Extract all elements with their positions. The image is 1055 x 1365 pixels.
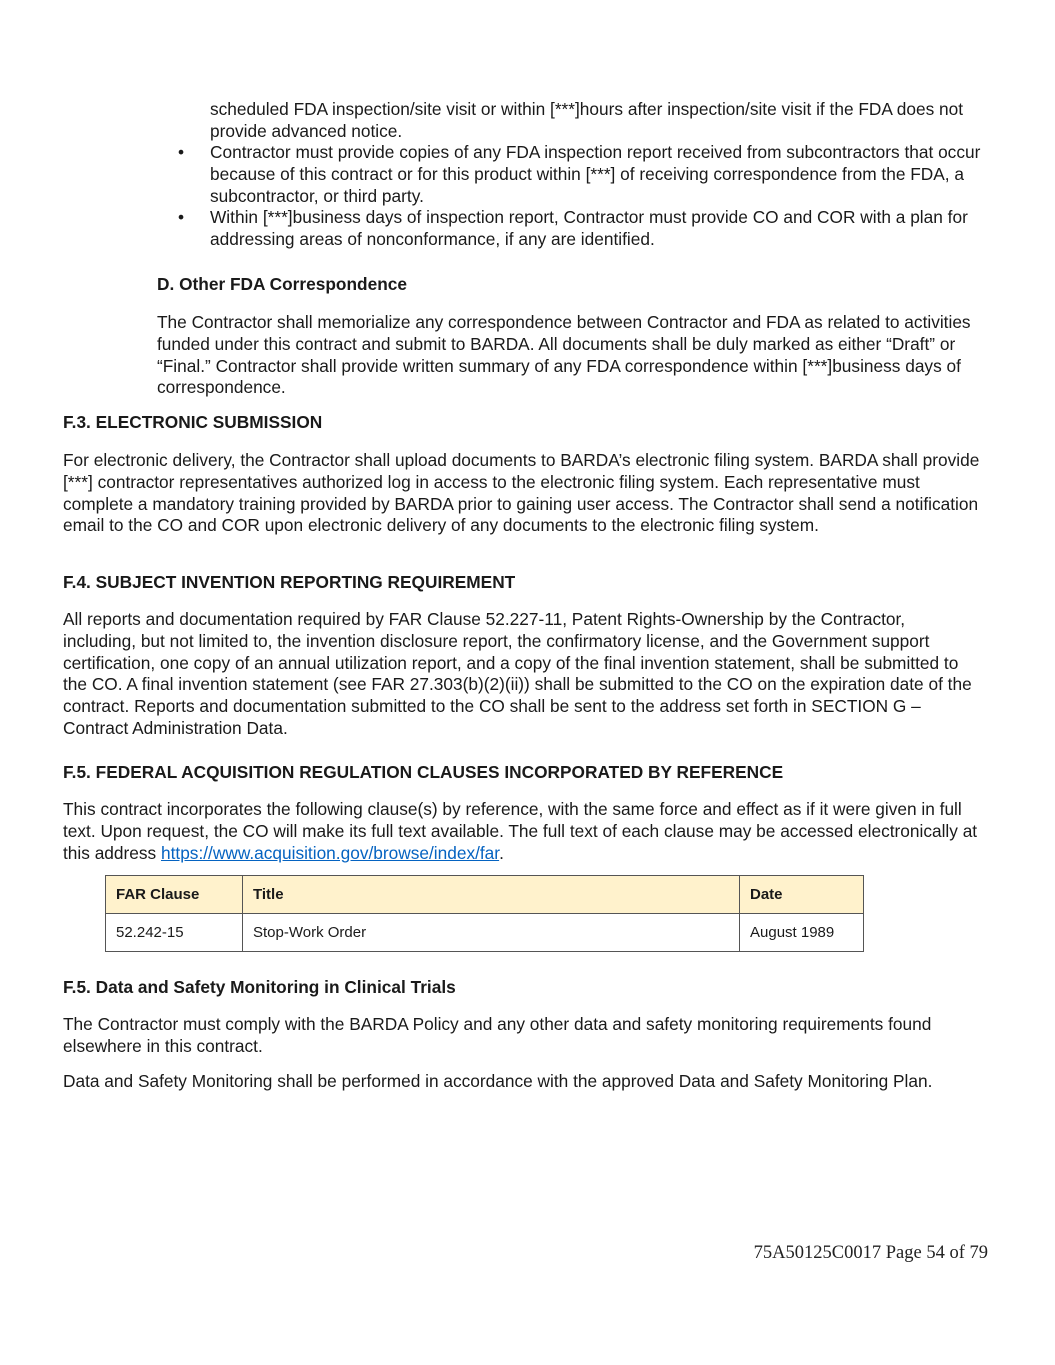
bullet-icon: • <box>178 142 185 162</box>
col-header-date: Date <box>740 876 864 914</box>
page-footer: 75A50125C0017 Page 54 of 79 <box>753 1243 988 1263</box>
section-d-body: The Contractor shall memorialize any correspondence between Contractor and FDA as related to activities funded under this contract and submit to BARDA. All documents shall be duly marked as either “Draft” or “Final.” Contractor shall provide written summary of any FDA correspondence within [***]business days of correspondence. <box>157 312 971 398</box>
section-f5-text-end: . <box>499 842 504 863</box>
section-f5b-body-2: Data and Safety Monitoring shall be performed in accordance with the approved Data and Safety Monitoring Plan. <box>63 1071 933 1091</box>
section-f3-heading: F.3. ELECTRONIC SUBMISSION <box>63 412 323 432</box>
list-item <box>178 142 998 207</box>
section-d-heading: D. Other FDA Correspondence <box>157 274 407 294</box>
col-header-title: Title <box>243 876 740 914</box>
table-row <box>106 914 864 952</box>
section-f5-body <box>63 799 978 864</box>
bullet-text: Within [***]business days of inspection report, Contractor must provide CO and COR with a plan for addressing areas of nonconformance, if any are identified. <box>210 207 968 250</box>
table-header-row <box>106 876 864 914</box>
cell-title: Stop-Work Order <box>243 914 740 952</box>
far-clause-table <box>105 875 864 952</box>
bullet-list <box>178 142 998 251</box>
list-item <box>178 207 998 251</box>
section-f4-body: All reports and documentation required by FAR Clause 52.227-11, Patent Rights-Ownership by the Contractor, including, but not limited to, the invention disclosure report, the confirmatory license, and the Government support certification, one copy of an annual utilization report, and a copy of the final invention statement, shall be submitted to the CO. A final invention statement (see FAR 27.303(b)(2)(ii)) shall be submitted to the CO on the expiration date of the contract. Reports and documentation submitted to the CO shall be sent to the address set forth in SECTION G –Contract Administration Data. <box>63 609 972 738</box>
cell-date: August 1989 <box>740 914 864 952</box>
section-f4-heading: F.4. SUBJECT INVENTION REPORTING REQUIREMENT <box>63 572 516 592</box>
section-f3-body: For electronic delivery, the Contractor shall upload documents to BARDA’s electronic filing system. BARDA shall provide [***] contractor representatives authorized log in access to the electronic filing system. Each representative must complete a mandatory training provided by BARDA prior to gaining user access. The Contractor shall send a notification email to the CO and COR upon electronic delivery of any documents to the electronic filing system. <box>63 450 980 536</box>
section-f5b-heading: F.5. Data and Safety Monitoring in Clinical Trials <box>63 977 456 997</box>
bullet-icon: • <box>178 207 185 228</box>
section-f5b-body-1: The Contractor must comply with the BARDA Policy and any other data and safety monitoring requirements found elsewhere in this contract. <box>63 1014 932 1056</box>
section-f5-heading: F.5. FEDERAL ACQUISITION REGULATION CLAUSES INCORPORATED BY REFERENCE <box>63 762 784 782</box>
bullet-text: Contractor must provide copies of any FDA inspection report received from subcontractors that occur because of this contract or for this product within [***] of receiving correspondence from the FDA, a subcontractor, or third party. <box>210 142 981 206</box>
far-link[interactable]: https://www.acquisition.gov/browse/index/far <box>160 842 500 863</box>
col-header-far-clause: FAR Clause <box>106 876 243 914</box>
cell-far-clause: 52.242-15 <box>106 914 243 952</box>
section-f5-text: This contract incorporates the following clause(s) by reference, with the same force and effect as if it were given in full text. Upon request, the CO will make its full text available. The full text of each clause may be accessed electronically at this address <box>63 799 978 863</box>
continued-paragraph: scheduled FDA inspection/site visit or within [***]hours after inspection/site visit if the FDA does not provide advanced notice. <box>210 99 964 141</box>
